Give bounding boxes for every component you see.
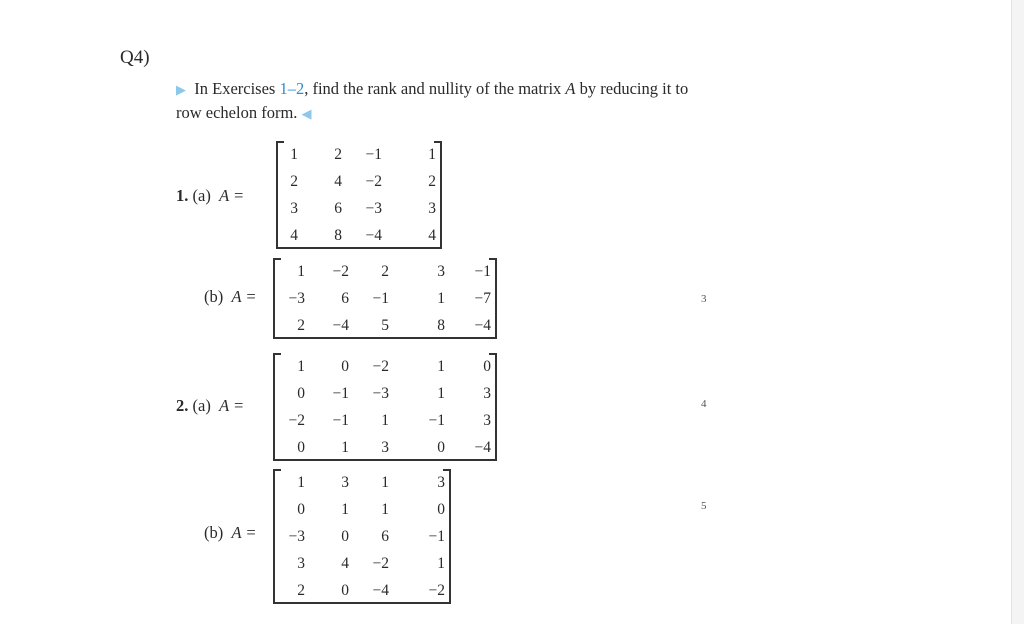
matrix-cell: 8	[437, 317, 445, 334]
matrix-cell: −1	[428, 528, 445, 545]
matrix-row	[282, 141, 436, 168]
matrix	[273, 469, 451, 604]
matrix-cell: 0	[297, 385, 305, 402]
matrix-row	[282, 222, 436, 249]
matrix-cell: −3	[288, 290, 305, 307]
matrix-row	[279, 496, 445, 523]
matrix-cell: −1	[474, 263, 491, 280]
matrix-cell: 3	[437, 263, 445, 280]
matrix-cell: −2	[372, 555, 389, 572]
matrix-cell: 1	[437, 385, 445, 402]
exercise-part: (a)	[192, 186, 211, 205]
matrix-cell: −4	[365, 227, 382, 244]
matrix-cell: −1	[332, 412, 349, 429]
matrix-cell: 6	[341, 290, 349, 307]
exercise-number: 2.	[176, 396, 189, 415]
matrix-cell: 0	[297, 439, 305, 456]
matrix-cell: 2	[381, 263, 389, 280]
matrix-cell: −2	[365, 173, 382, 190]
matrix-lhs: A =	[219, 186, 245, 205]
matrix-cell: 1	[341, 439, 349, 456]
matrix-cell: −3	[372, 385, 389, 402]
matrix-cell: 3	[381, 439, 389, 456]
exercise-number: 1.	[176, 186, 189, 205]
matrix-cell: −4	[474, 439, 491, 456]
matrix-cell: 2	[428, 173, 436, 190]
exercise-range-link[interactable]: 1–2	[279, 79, 305, 98]
matrix-cell: 2	[297, 317, 305, 334]
matrix-cell: 6	[381, 528, 389, 545]
matrix-row	[279, 258, 491, 285]
question-label: Q4)	[120, 47, 150, 68]
exercise-part: (a)	[192, 396, 211, 415]
matrix-cell: 5	[381, 317, 389, 334]
matrix-cell: 0	[483, 358, 491, 375]
matrix-cell: 1	[437, 290, 445, 307]
matrix-cell: 0	[437, 439, 445, 456]
matrix-row	[282, 168, 436, 195]
matrix-cell: 0	[341, 528, 349, 545]
matrix-row	[279, 380, 491, 407]
matrix-row	[279, 523, 445, 550]
matrix-row	[282, 195, 436, 222]
matrix-cell: −3	[365, 200, 382, 217]
matrix-cell: −4	[474, 317, 491, 334]
matrix-cell: 1	[381, 501, 389, 518]
matrix-cell: 1	[437, 555, 445, 572]
matrix-cell: 2	[297, 582, 305, 599]
matrix-cell: 1	[341, 501, 349, 518]
matrix-cell: −2	[332, 263, 349, 280]
end-arrow-icon: ◀	[301, 106, 312, 121]
matrix-cell: 2	[290, 173, 298, 190]
matrix-row	[279, 434, 491, 461]
matrix-cell: 1	[381, 412, 389, 429]
matrix-cell: −2	[288, 412, 305, 429]
matrix-cell: −1	[372, 290, 389, 307]
matrix-row	[279, 353, 491, 380]
matrix-cell: −1	[332, 385, 349, 402]
matrix-cell: 0	[297, 501, 305, 518]
matrix-cell: −4	[372, 582, 389, 599]
matrix-cell: 4	[341, 555, 349, 572]
matrix-cell: −2	[428, 582, 445, 599]
matrix-cell: 4	[428, 227, 436, 244]
matrix-cell: 2	[334, 146, 342, 163]
matrix-cell: −3	[288, 528, 305, 545]
exercise-label	[204, 523, 257, 543]
matrix-cell: 3	[483, 412, 491, 429]
matrix-cell: 1	[290, 146, 298, 163]
matrix-cell: 3	[437, 474, 445, 491]
matrix-cell: 0	[437, 501, 445, 518]
matrix-cell: 1	[428, 146, 436, 163]
matrix-lhs: A =	[219, 396, 245, 415]
margin-mark: 3	[701, 293, 707, 305]
matrix-cell: 3	[483, 385, 491, 402]
matrix	[273, 258, 497, 339]
matrix-row	[279, 550, 445, 577]
exercise-label	[176, 396, 244, 416]
matrix-cell: 3	[428, 200, 436, 217]
matrix-cell: 3	[290, 200, 298, 217]
matrix-cell: 4	[290, 227, 298, 244]
matrix-row	[279, 407, 491, 434]
exercise-label	[176, 186, 244, 206]
exercise-part: (b)	[204, 523, 224, 542]
matrix-cell: 1	[381, 474, 389, 491]
page-edge	[1011, 0, 1024, 624]
matrix-cell: 6	[334, 200, 342, 217]
matrix-cell: 1	[437, 358, 445, 375]
matrix-row	[279, 577, 445, 604]
matrix-cell: −4	[332, 317, 349, 334]
matrix-cell: 1	[297, 263, 305, 280]
matrix	[273, 353, 497, 461]
matrix-row	[279, 469, 445, 496]
matrix-cell: 3	[341, 474, 349, 491]
start-arrow-icon: ▶	[176, 82, 186, 97]
matrix-cell: 0	[341, 358, 349, 375]
matrix-lhs: A =	[231, 523, 257, 542]
matrix-cell: 3	[297, 555, 305, 572]
matrix-row	[279, 285, 491, 312]
margin-mark: 5	[701, 500, 707, 512]
matrix-cell: −7	[474, 290, 491, 307]
matrix-row	[279, 312, 491, 339]
matrix-cell: 1	[297, 474, 305, 491]
matrix-cell: −1	[365, 146, 382, 163]
matrix	[276, 141, 442, 249]
matrix-lhs: A =	[231, 287, 257, 306]
matrix-cell: 0	[341, 582, 349, 599]
matrix-cell: 1	[297, 358, 305, 375]
margin-mark: 4	[701, 398, 707, 410]
instruction: ▶ In Exercises 1–2, find the rank and nullity of the matrix A by reducing it to row echelon form. ◀	[176, 79, 689, 122]
matrix-cell: −2	[372, 358, 389, 375]
matrix-cell: 4	[334, 173, 342, 190]
exercise-part: (b)	[204, 287, 224, 306]
exercise-label	[204, 287, 257, 307]
matrix-cell: 8	[334, 227, 342, 244]
matrix-cell: −1	[428, 412, 445, 429]
